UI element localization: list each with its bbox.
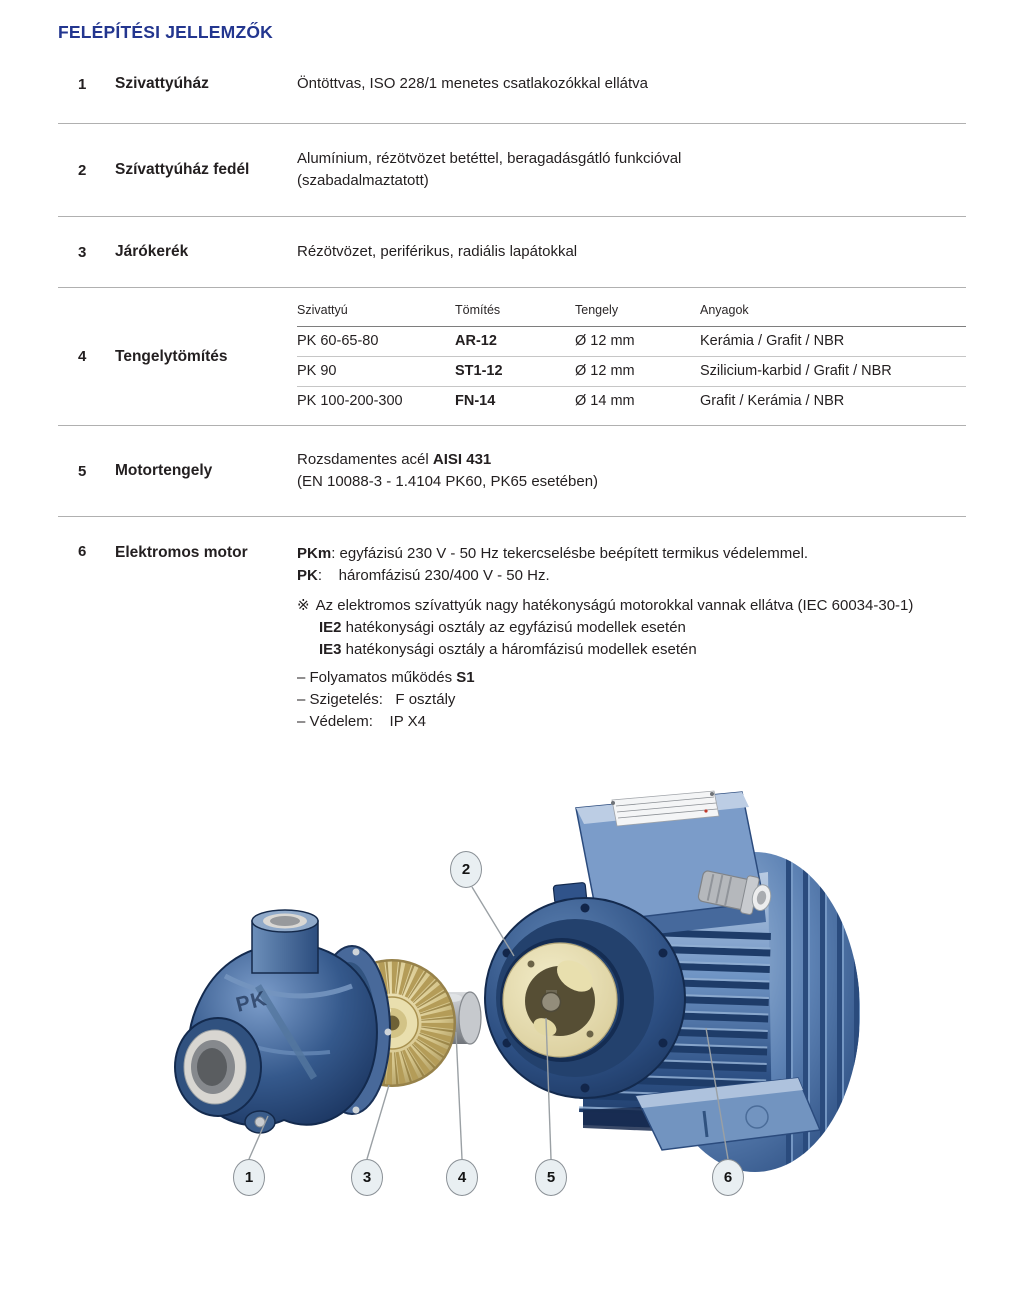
spec-list (58, 45, 966, 733)
pump-exploded-figure (0, 780, 1024, 1210)
seal-seat-screw (587, 1031, 594, 1038)
seal-table-cell-shaft: Ø 12 mm (575, 327, 700, 357)
column-header-materials: Anyagok (700, 297, 966, 327)
row-number: 6 (78, 543, 87, 560)
row-label: Elektromos motor (115, 544, 248, 561)
bullet-continuous-duty: – Folyamatos működés S1 (297, 669, 475, 686)
spec-row-pump-cover (58, 124, 966, 217)
spec-row-shaft-seal (58, 288, 966, 426)
seal-seat-screw (528, 961, 535, 968)
seal-table-cell-pump: PK 90 (297, 357, 455, 387)
ie2-line: IE2 hatékonysági osztály az egyfázisú modellek esetén (319, 619, 686, 636)
callout-2: 2 (450, 851, 482, 888)
spec-row-motor-shaft (58, 426, 966, 517)
callout-5: 5 (535, 1159, 567, 1196)
seal-table-cell-materials: Kerámia / Grafit / NBR (700, 327, 966, 357)
row-number: 1 (78, 75, 87, 93)
row-number: 3 (78, 243, 87, 261)
nameplate-logo-dot (704, 809, 707, 812)
page-title: FELÉPÍTÉSI JELLEMZŐK (58, 22, 273, 42)
row-description: Öntöttvas, ISO 228/1 menetes csatlakozókkal ellátva (297, 75, 649, 92)
nameplate-screw (710, 792, 714, 796)
flange-bolt (353, 949, 360, 956)
seal-table-cell-shaft: Ø 12 mm (575, 357, 700, 387)
spec-row-pump-body (58, 45, 966, 124)
housing-embossed-mark: PK (233, 986, 270, 1017)
row-number: 2 (78, 161, 87, 179)
motor-shaft-end (542, 993, 561, 1012)
column-header-shaft: Tengely (575, 297, 700, 327)
description-line: (EN 10088-3 - 1.4104 PK60, PK65 esetében) (297, 473, 599, 490)
efficiency-note: ※ Az elektromos szívattyúk nagy hatékonyságú motorokkal vannak ellátva (IEC 60034-30-1) (297, 595, 966, 617)
row-label: Motortengely (115, 462, 213, 479)
seal-table-cell-pump: PK 60-65-80 (297, 327, 455, 357)
seal-table-cell-materials: Szilicium-karbid / Grafit / NBR (700, 357, 966, 387)
seal-table-cell-seal: ST1-12 (455, 357, 575, 387)
nameplate-screw (611, 801, 615, 805)
pkm-line: PKm: egyfázisú 230 V - 50 Hz tekercselésbe beépített termikus védelemmel. (297, 545, 809, 562)
description-line: (szabadalmaztatott) (297, 172, 429, 189)
bullet-protection: – Védelem: IP X4 (297, 713, 426, 730)
seal-table-cell-seal: FN-14 (455, 393, 496, 409)
callout-1: 1 (233, 1159, 265, 1196)
reference-mark: ※ (297, 597, 310, 614)
ie3-line: IE3 hatékonysági osztály a háromfázisú modellek esetén (319, 641, 697, 658)
callout-6: 6 (712, 1159, 744, 1196)
spec-row-electric-motor (58, 517, 966, 733)
seal-table-cell-shaft: Ø 14 mm (575, 393, 635, 409)
row-description (297, 543, 966, 733)
seal-table-cell-pump: PK 100-200-300 (297, 393, 403, 409)
row-number: 4 (78, 348, 87, 365)
row-label: Járókerék (115, 243, 189, 260)
row-description: Rézötvözet, periférikus, radiális lapátokkal (297, 243, 578, 260)
row-label: Szívattyúház fedél (115, 161, 250, 178)
leader-line-4 (456, 1032, 462, 1159)
pump-housing-illustration (175, 910, 392, 1133)
bullet-insulation: – Szigetelés: F osztály (297, 691, 456, 708)
row-description (297, 148, 966, 192)
motor-illustration (485, 791, 864, 1172)
callout-3: 3 (351, 1159, 383, 1196)
flange-bolt (353, 1107, 360, 1114)
leader-line-2 (472, 887, 514, 956)
row-number: 5 (78, 462, 87, 480)
seal-table-cell-seal: AR-12 (455, 327, 575, 357)
row-label: Tengelytömítés (115, 347, 228, 365)
column-header-pump: Szivattyú (297, 297, 455, 327)
description-line: Rozsdamentes acél AISI 431 (297, 451, 492, 468)
seal-table-cell-materials: Grafit / Kerámia / NBR (700, 393, 845, 409)
pk-line: PK: háromfázisú 230/400 V - 50 Hz. (297, 567, 550, 584)
flange-bolt (385, 1029, 392, 1036)
spec-row-impeller (58, 217, 966, 288)
row-label: Szivattyúház (115, 75, 209, 92)
callout-4: 4 (446, 1159, 478, 1196)
description-line: Alumínium, rézötvözet betéttel, beragadásgátló funkcióval (297, 150, 682, 167)
row-description (297, 449, 966, 493)
seal-table (297, 297, 966, 416)
column-header-seal: Tömítés (455, 297, 575, 327)
